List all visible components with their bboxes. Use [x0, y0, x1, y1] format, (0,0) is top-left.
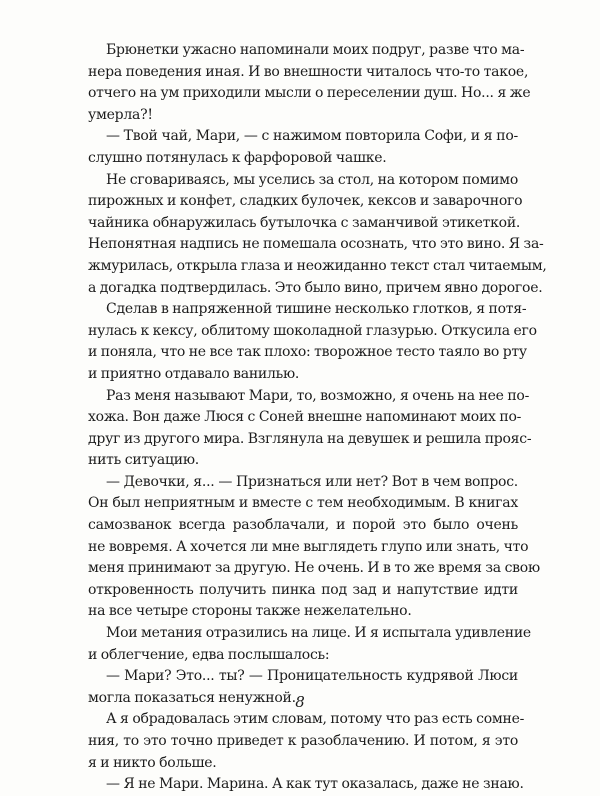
text-line: меня принимают за другую. Не очень. И в то же время за свою: [88, 560, 540, 577]
paragraph: [88, 774, 524, 796]
text-line: не вовремя. А хочется ли мне выглядеть глупо или знать, что: [88, 538, 529, 555]
paragraph: [88, 709, 525, 774]
text-line: — Мари? Это... ты? — Проницательность кудрявой Люси: [106, 668, 518, 685]
paragraph: [88, 472, 540, 623]
text-line: нера поведения иная. И во внешности читалось что-то такое,: [88, 63, 529, 80]
text-line: могла показаться ненужной.: [88, 689, 296, 706]
page-body-text: [88, 40, 547, 796]
text-line: Мои метания отразились на лице. И я испытала удивление: [106, 625, 531, 642]
text-line: Непонятная надпись не помешала осознать, что это вино. Я за-: [88, 236, 544, 253]
text-line: самозванок всегда разоблачали, и порой это было очень: [88, 517, 518, 534]
text-line: откровенность получить пинка под зад и напутствие идти: [88, 581, 518, 598]
text-line: жмурилась, открыла глаза и неожиданно текст стал читаемым,: [88, 257, 547, 274]
page-number: 8: [295, 693, 305, 711]
text-line: отчего на ум приходили мысли о переселении душ. Но... я же: [88, 85, 531, 102]
text-line: Раз меня называют Мари, то, возможно, я очень на нее по-: [106, 387, 530, 404]
text-line: чайника обнаружилась бутылочка с заманчивой этикеткой.: [88, 214, 521, 231]
text-line: Брюнетки ужасно напоминали моих подруг, разве что ма-: [106, 42, 525, 58]
text-line: хожа. Вон даже Люся с Соней внешне напоминают моих по-: [88, 409, 522, 426]
paragraph: [88, 126, 518, 169]
paragraph: [88, 299, 537, 385]
text-line: нить ситуацию.: [88, 452, 199, 469]
text-line: и облегчение, едва послышалось:: [88, 646, 330, 663]
text-line: и приятно отдавало ванилью.: [88, 365, 300, 382]
text-line: — Твой чай, Мари, — с нажимом повторила Софи, и я по-: [106, 128, 518, 145]
text-line: — Я не Мари. Марина. А как тут оказалась, даже не знаю.: [106, 776, 524, 793]
text-line: нулась к кексу, облитому шоколадной глазурью. Откусила его: [88, 322, 537, 339]
text-line: слушно потянулась к фарфоровой чашке.: [88, 149, 387, 166]
text-line: а догадка подтвердилась. Это было вино, причем явно дорогое.: [88, 279, 543, 296]
paragraph: [88, 40, 531, 126]
paragraph: [88, 386, 532, 472]
text-line: и поняла, что не все так плохо: творожное тесто таяло во рту: [88, 344, 527, 361]
text-line: Он был неприятным и вместе с тем необходимым. В книгах: [88, 495, 518, 512]
text-line: я и никто больше.: [88, 754, 217, 771]
paragraph: [88, 170, 547, 300]
text-line: Сделав в напряженной тишине несколько глотков, я потя-: [106, 301, 527, 318]
text-line: на все четыре стороны также нежелательно.: [88, 603, 412, 620]
text-line: ния, то это точно приведет к разоблачению. И потом, я это: [88, 733, 518, 749]
text-line: — Девочки, я... — Признаться или нет? Вот в чем вопрос.: [106, 473, 518, 490]
text-line: А я обрадовалась этим словам, потому что раз есть сомне-: [106, 711, 525, 728]
text-line: друг из другого мира. Взглянула на девушек и решила прояс-: [88, 430, 532, 447]
text-line: умерла?!: [88, 106, 153, 123]
text-line: пирожных и конфет, сладких булочек, кексов и заварочного: [88, 193, 523, 210]
text-line: Не сговариваясь, мы уселись за стол, на котором помимо: [106, 171, 518, 188]
paragraph: [88, 623, 531, 666]
